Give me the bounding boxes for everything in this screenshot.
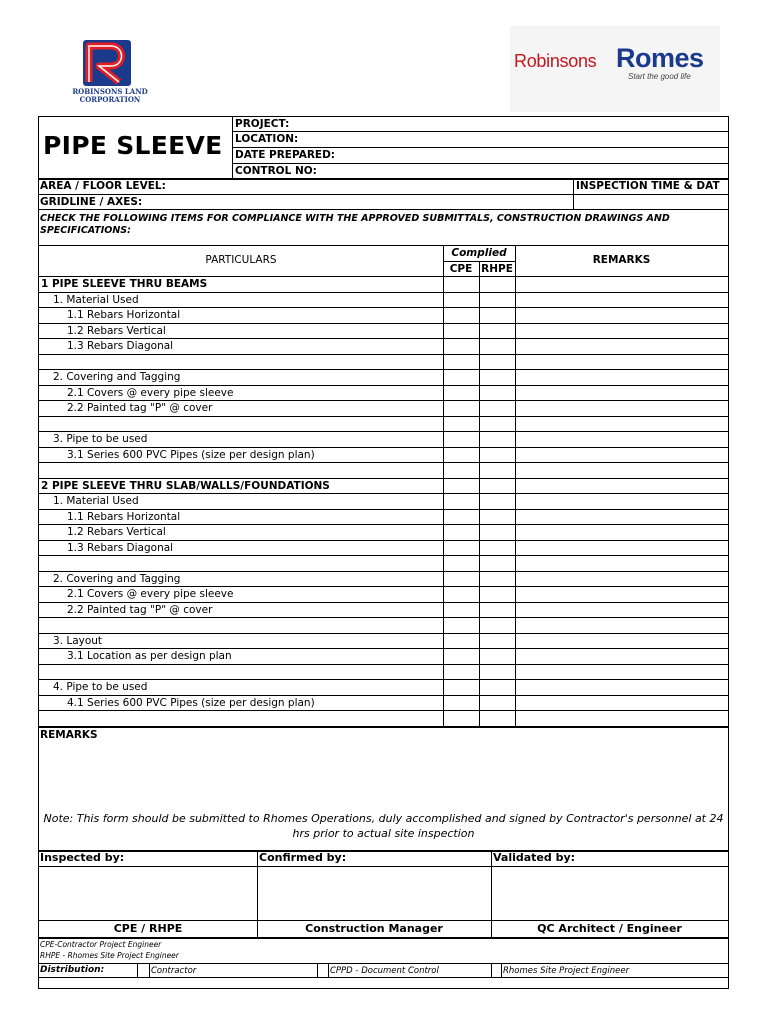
row-divider [39, 416, 728, 417]
row-divider [39, 664, 728, 665]
section-heading: 2 PIPE SLEEVE THRU SLAB/WALLS/FOUNDATIONS [41, 479, 330, 492]
robinsons-land-logo [60, 38, 160, 106]
gridline-axes-field[interactable]: GRIDLINE / AXES: [40, 196, 143, 208]
checklist-item: 2. Covering and Tagging [53, 572, 181, 585]
project-field[interactable]: PROJECT: [235, 118, 290, 130]
checklist-item: 1. Material Used [53, 293, 139, 306]
row-divider [39, 710, 728, 711]
legend-rhpe: RHPE - Rhomes Site Project Engineer [40, 951, 179, 960]
inspection-time-date-field[interactable]: INSPECTION TIME & DAT [576, 180, 720, 192]
row-divider [39, 617, 728, 618]
control-no-field[interactable]: CONTROL NO: [235, 165, 317, 177]
checklist-item: 2.1 Covers @ every pipe sleeve [67, 386, 234, 399]
submission-note: Note: This form should be submitted to Rhomes Operations, duly accomplished and signed by Contractor's personnel at 24 hrs prior to actual site inspection [43, 812, 724, 840]
confirmed-signature-box[interactable] [258, 867, 491, 920]
brand-tagline: Start the good life [628, 72, 691, 81]
form-title: PIPE SLEEVE [43, 131, 223, 160]
validated-by-label: Validated by: [493, 851, 576, 864]
inspected-by-label: Inspected by: [40, 851, 125, 864]
distribution-rhomes-engineer: Rhomes Site Project Engineer [503, 966, 630, 976]
confirmed-by-label: Confirmed by: [259, 851, 347, 864]
row-divider [39, 555, 728, 556]
checklist-item: 2.1 Covers @ every pipe sleeve [67, 588, 234, 600]
remarks-area[interactable] [39, 743, 728, 803]
checklist-item: 1.2 Rebars Vertical [67, 526, 166, 538]
instructions-text: CHECK THE FOLLOWING ITEMS FOR COMPLIANCE WITH THE APPROVED SUBMITTALS, CONSTRUCTION DRAWINGS AND SPECIFICATIONS: [40, 213, 670, 236]
row-divider [39, 633, 728, 634]
row-divider [39, 354, 728, 355]
confirmed-role: Construction Manager [305, 922, 443, 935]
validated-role: QC Architect / Engineer [537, 922, 682, 935]
left-logo-company-name: ROBINSONS LAND CORPORATION [72, 87, 148, 104]
pipe-sleeve-form [38, 116, 729, 989]
particulars-header: PARTICULARS [205, 254, 277, 266]
distribution-label: Distribution: [40, 965, 105, 975]
checklist-item: 1.2 Rebars Vertical [67, 324, 166, 337]
checklist-item: 1. Material Used [53, 495, 139, 507]
cpe-header: CPE [449, 263, 473, 275]
checklist-item: 2.2 Painted tag "P" @ cover [67, 402, 213, 414]
inspected-signature-box[interactable] [39, 867, 257, 920]
location-field[interactable]: LOCATION: [235, 133, 299, 145]
checklist-item: 3.1 Location as per design plan [67, 650, 232, 662]
complied-header: Complied [451, 247, 507, 259]
inspected-role: CPE / RHPE [113, 922, 183, 935]
brand-part2: Romes [616, 43, 704, 73]
brand-part1: Robinsons [514, 51, 597, 71]
checklist-item: 3.1 Series 600 PVC Pipes (size per design plan) [67, 448, 315, 461]
robinsons-homes-logo [510, 26, 720, 112]
checklist-item: 2.2 Painted tag "P" @ cover [67, 603, 213, 616]
distribution-contractor: Contractor [151, 966, 197, 976]
section-heading: 1 PIPE SLEEVE THRU BEAMS [41, 278, 208, 290]
legend-cpe: CPE-Contractor Project Engineer [40, 940, 162, 949]
area-floor-level-field[interactable]: AREA / FLOOR LEVEL: [40, 180, 166, 192]
row-divider [39, 493, 728, 494]
checklist-item: 4. Pipe to be used [53, 681, 148, 693]
row-divider [39, 292, 728, 293]
date-prepared-field[interactable]: DATE PREPARED: [235, 149, 336, 161]
robinsons-r-emblem-icon [81, 38, 133, 88]
remarks-label: REMARKS [40, 729, 98, 741]
checklist-item: 4.1 Series 600 PVC Pipes (size per design plan) [67, 696, 315, 709]
checklist-item: 1.3 Rebars Diagonal [67, 340, 174, 352]
checklist-item: 3. Layout [53, 634, 103, 647]
checklist-item: 2. Covering and Tagging [53, 371, 181, 383]
rhpe-header: RHPE [481, 263, 513, 275]
remarks-header: REMARKS [592, 254, 651, 266]
checklist-item: 1.3 Rebars Diagonal [67, 541, 174, 554]
checklist-item: 1.1 Rebars Horizontal [67, 309, 181, 321]
validated-signature-box[interactable] [492, 867, 728, 920]
checklist-item: 1.1 Rebars Horizontal [67, 510, 181, 523]
checklist-item: 3. Pipe to be used [53, 433, 148, 445]
row-divider [39, 462, 728, 463]
distribution-cppd: CPPD - Document Control [330, 966, 439, 976]
